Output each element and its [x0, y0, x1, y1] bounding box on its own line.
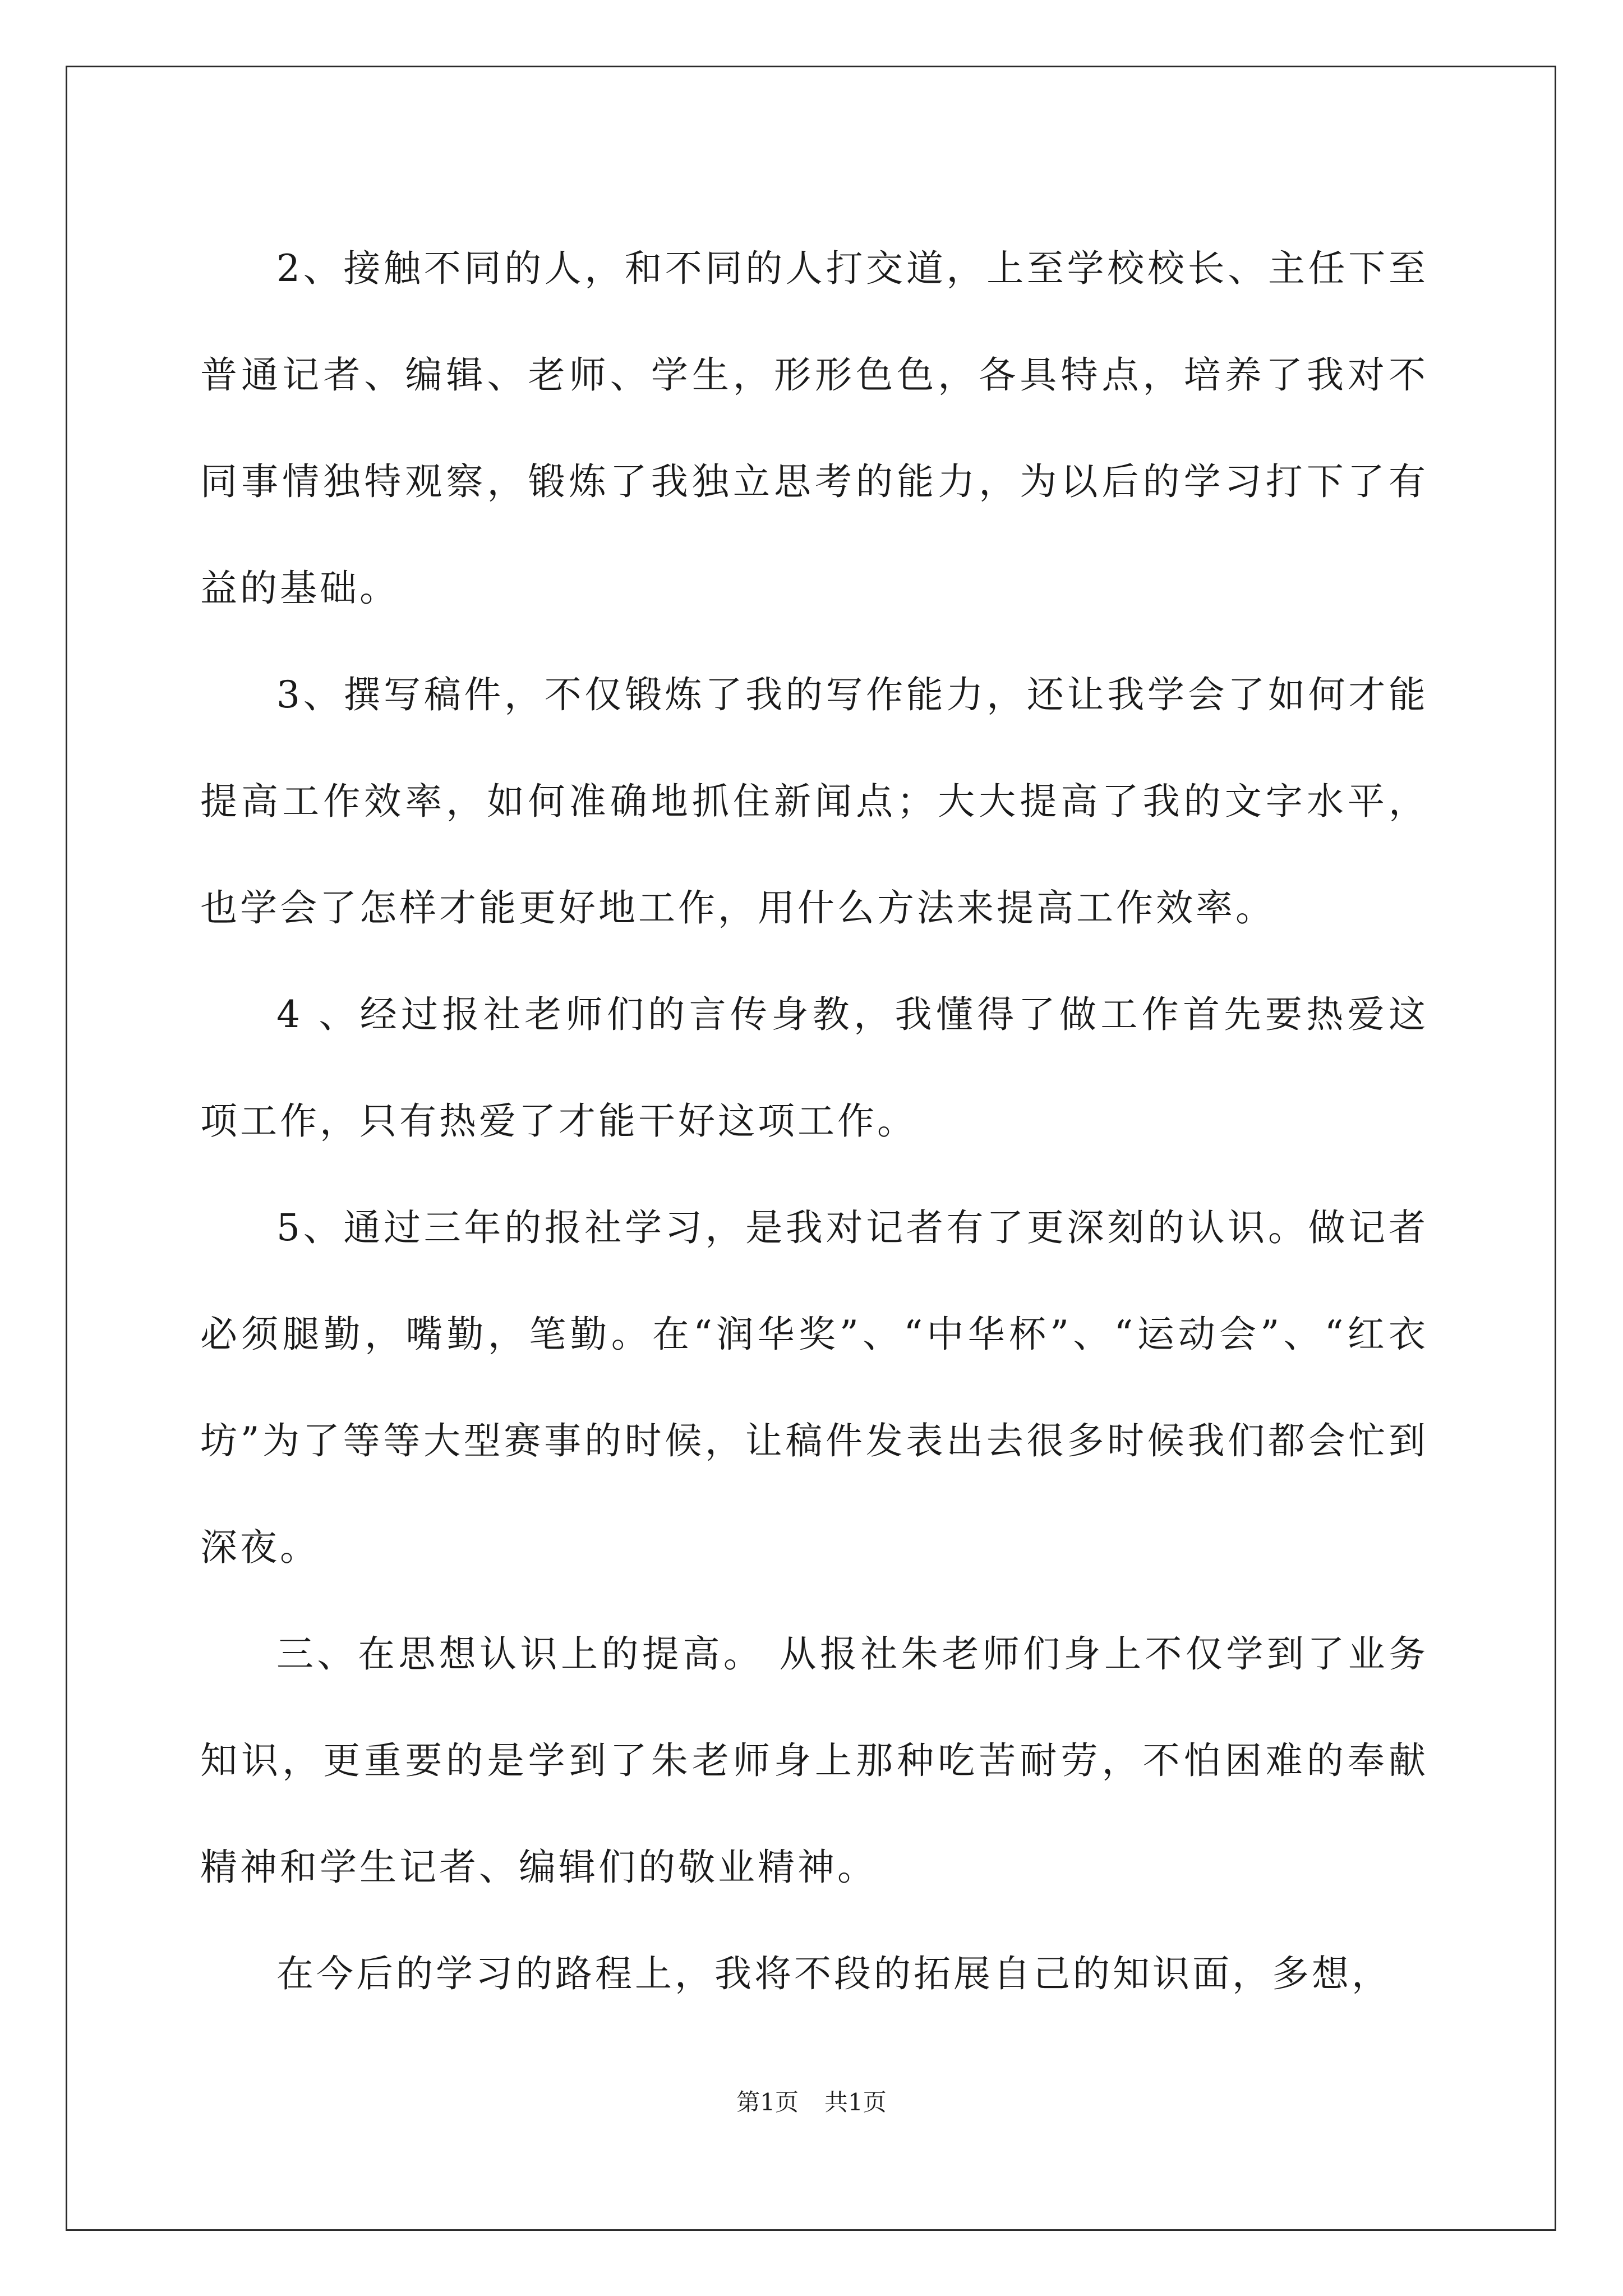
paragraph-1: 2、接触不同的人，和不同的人打交道，上至学校校长、主任下至普通记者、编辑、老师、学生，形形色色，各具特点，培养了我对不同事情独特观察，锻炼了我独立思考的能力，为以后的学习打下了有益的基础。 — [200, 247, 1428, 610]
paragraph-6: 在今后的学习的路程上，我将不段的拓展自己的知识面，多想， — [276, 1952, 1391, 1995]
page-footer — [0, 2086, 1623, 2119]
paragraph-5: 三、在思想认识上的提高。 从报社朱老师们身上不仅学到了业务知识，更重要的是学到了朱老师身上那种吃苦耐劳，不怕困难的奉献精神和学生记者、编辑们的敬业精神。 — [200, 1632, 1428, 1889]
page-total: 共1页 — [824, 2088, 887, 2116]
paragraph-4: 5、通过三年的报社学习，是我对记者有了更深刻的认识。做记者必须腿勤，嘴勤，笔勤。在“润华奖”、“中华杯”、“运动会”、“红衣坊”为了等等大型赛事的时候，让稿件发表出去很多时候我们都会忙到深夜。 — [200, 1206, 1428, 1569]
paragraph-2: 3、撰写稿件，不仅锻炼了我的写作能力，还让我学会了如何才能提高工作效率，如何准确地抓住新闻点；大大提高了我的文字水平，也学会了怎样才能更好地工作，用什么方法来提高工作效率。 — [200, 673, 1428, 930]
page-number: 第1页 — [736, 2088, 799, 2116]
paragraph-3: 4 、经过报社老师们的言传身教，我懂得了做工作首先要热爱这项工作，只有热爱了才能干好这项工作。 — [200, 993, 1428, 1143]
document-body — [200, 215, 1428, 2027]
